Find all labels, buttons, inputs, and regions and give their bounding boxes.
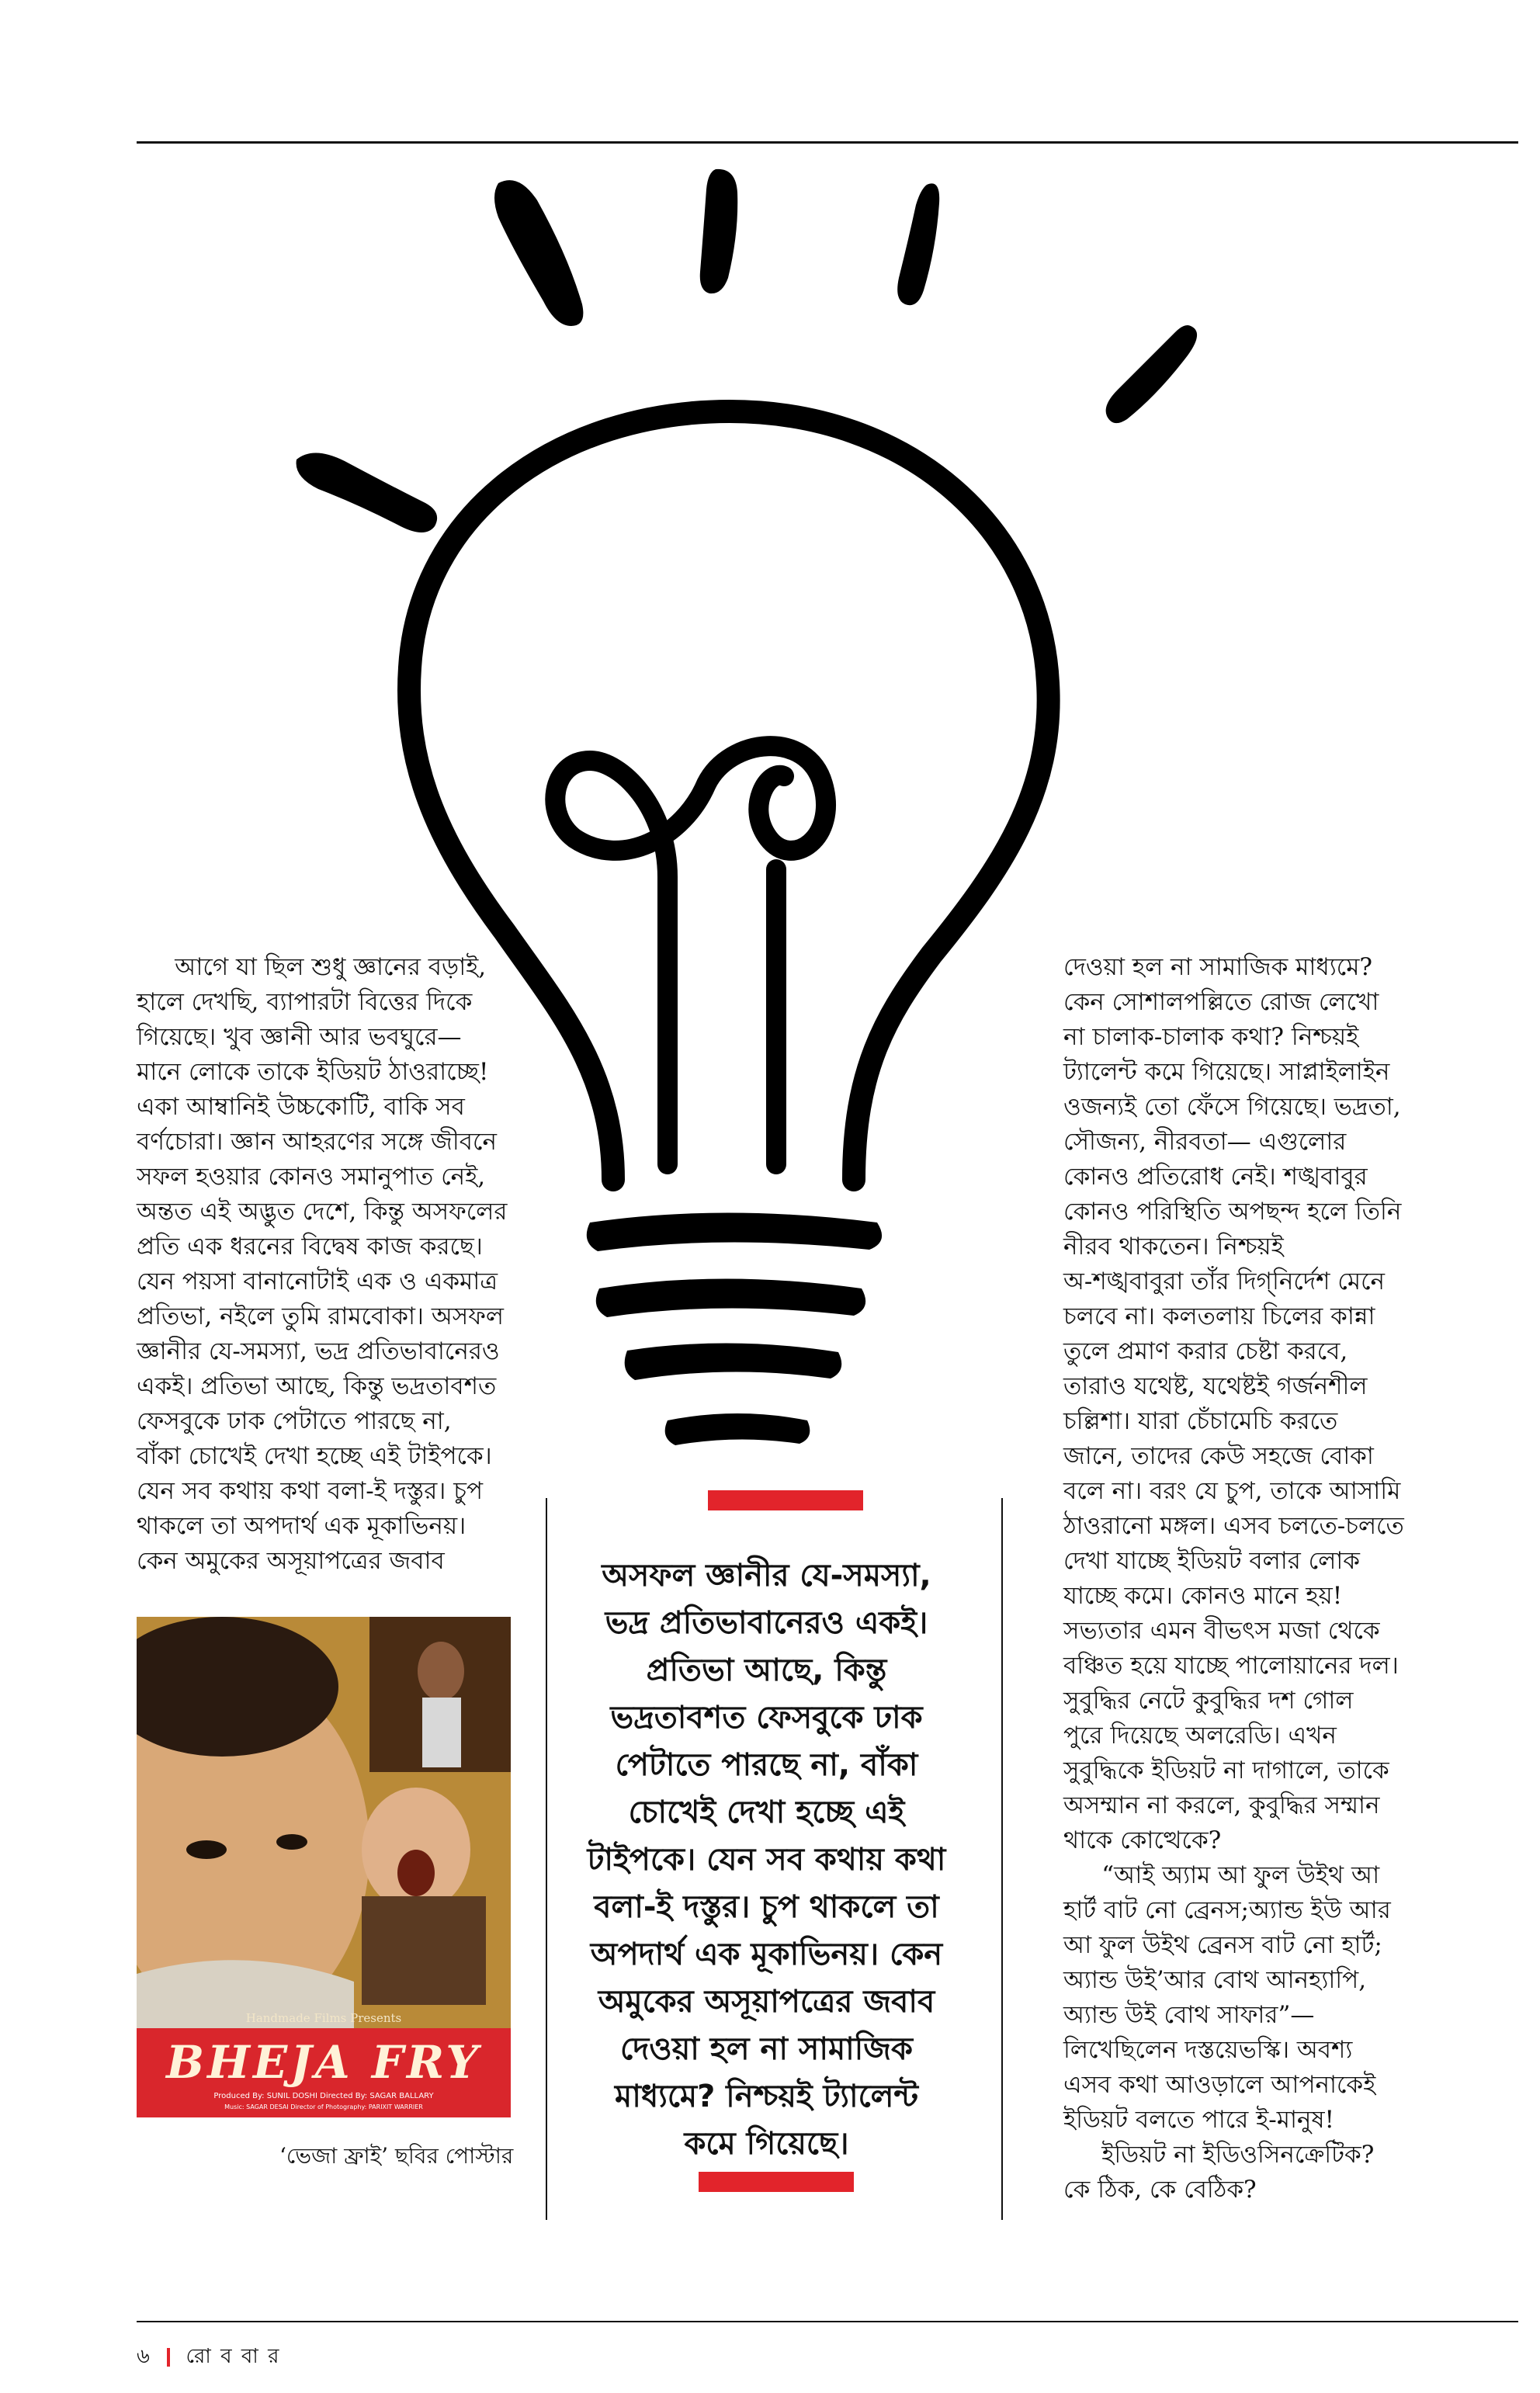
magazine-name: রো ব বা র (186, 2345, 281, 2368)
text-line: জানে, তাদের কেউ সহজে বোকা (1063, 1442, 1374, 1470)
poster-title: BHEJA FRY (166, 2036, 481, 2089)
text-line: তারাও যথেষ্ট, যথেষ্টই গর্জনশীল (1063, 1372, 1368, 1400)
text-line: থাকে কোত্থেকে? (1063, 1826, 1222, 1854)
text-line: একা আম্বানিই উচ্চকোটি, বাকি সব (137, 1093, 465, 1121)
text-line: নীরব থাকতেন। নিশ্চয়ই (1063, 1233, 1284, 1261)
text-line: যেন সব কথায় কথা বলা-ই দস্তুর। চুপ (137, 1477, 483, 1505)
ray-top-icon (700, 169, 738, 293)
text-line: সুবুদ্ধিকে ইডিয়ট না দাগালে, তাকে (1063, 1757, 1389, 1784)
text-line: দেওয়া হল না সামাজিক মাধ্যমে? (1063, 953, 1373, 981)
text-line: অন্তত এই অদ্ভুত দেশে, কিন্তু অসফলের (137, 1198, 508, 1226)
poster-caption: ‘ভেজা ফ্রাই’ ছবির পোস্টার (279, 2143, 514, 2169)
text-line: না চালাক-চালাক কথা? নিশ্চয়ই (1063, 1023, 1359, 1051)
quote-line: দেওয়া হল না সামাজিক (620, 2031, 913, 2067)
text-line: বাঁকা চোখেই দেখা হচ্ছে এই টাইপকে। (137, 1442, 492, 1470)
text-line: মানে লোকে তাকে ইডিয়ট ঠাওরাচ্ছে! (137, 1058, 489, 1086)
page-number: ৬ (137, 2345, 151, 2368)
column-rule-right (1001, 1498, 1003, 2220)
pull-quote-top-bar (708, 1490, 863, 1510)
text-line: চলবে না। কলতলায় চিলের কান্না (1063, 1302, 1375, 1330)
text-line: সুবুদ্ধির নেটে কুবুদ্ধির দশ গোল (1063, 1687, 1354, 1715)
quote-line: কমে গিয়েছে। (684, 2126, 849, 2162)
quote-line: প্রতিভা আছে, কিন্তু (646, 1653, 887, 1688)
bulb-base-band-1 (587, 1213, 882, 1252)
text-line: ঠাওরানো মঙ্গল। এসব চলতে-চলতে (1063, 1512, 1404, 1540)
text-line: পুরে দিয়েছে অলরেডি। এখন (1063, 1722, 1337, 1750)
left-column (137, 950, 507, 1579)
quote-line: চোখেই দেখা হচ্ছে এই (628, 1795, 905, 1830)
text-line: প্রতিভা, নইলে তুমি রামবোকা। অসফল (137, 1302, 504, 1330)
text-line: ট্যালেন্ট কমে গিয়েছে। সাপ্লাইলাইন (1063, 1058, 1390, 1086)
quote-line: ভদ্রতাবশত ফেসবুকে ঢাক (610, 1700, 923, 1736)
quote-line: পেটাতে পারছে না, বাঁকা (615, 1747, 918, 1783)
text-line: যেন পয়সা বানানোটাই এক ও একমাত্র (137, 1268, 498, 1295)
ray-far-left-icon (297, 453, 438, 532)
bulb-base-band-3 (625, 1343, 842, 1380)
text-line: তুলে প্রমাণ করার চেষ্টা করবে, (1063, 1337, 1348, 1365)
quote-line: অমুকের অসূয়াপত্রের জবাব (598, 1984, 935, 2020)
text-line: কেন অমুকের অসূয়াপত্রের জবাব (137, 1547, 445, 1575)
quote-line: টাইপকে। যেন সব কথায় কথা (587, 1842, 946, 1878)
text-line: কে ঠিক, কে বেঠিক? (1063, 2176, 1257, 2204)
text-line: সভ্যতার এমন বীভৎস মজা থেকে (1063, 1617, 1380, 1645)
movie-poster (137, 1617, 511, 2117)
text-line: প্রতি এক ধরনের বিদ্বেষ কাজ করছে। (137, 1233, 483, 1261)
poster-presents: Handmade Films Presents (245, 2011, 402, 2025)
text-line: বলে না। বরং যে চুপ, তাকে আসামি (1063, 1477, 1401, 1505)
text-line: বঞ্চিত হয়ে যাচ্ছে পালোয়ানের দল। (1063, 1652, 1399, 1680)
page-folio (137, 2340, 280, 2374)
ray-right-icon (1106, 325, 1197, 423)
text-line: ইডিয়ট না ইডিওসিনক্রেটিক? (1063, 2141, 1375, 2169)
text-line: লিখেছিলেন দস্তয়েভস্কি। অবশ্য (1063, 2036, 1353, 2064)
pull-quote (547, 1552, 986, 2168)
text-line: আ ফুল উইথ ব্রেনস বাট নো হার্ট; (1063, 1931, 1382, 1959)
text-line: কোনও প্রতিরোধ নেই। শঙ্খবাবুর (1063, 1163, 1368, 1191)
quote-line: বলা-ই দস্তুর। চুপ থাকলে তা (594, 1889, 939, 1925)
bottom-rule (137, 2321, 1518, 2322)
bulb-tip (665, 1413, 810, 1445)
text-line: যাচ্ছে কমে। কোনও মানে হয়! (1063, 1582, 1343, 1610)
right-column (1063, 950, 1404, 2207)
text-line: আগে যা ছিল শুধু জ্ঞানের বড়াই, (137, 953, 487, 981)
text-line: একই। প্রতিভা আছে, কিন্তু ভদ্রতাবশত (137, 1372, 497, 1400)
text-line: ওজন্যই তো ফেঁসে গিয়েছে। ভদ্রতা, (1063, 1093, 1401, 1121)
poster-credits: Music: SAGAR DESAI Director of Photography: PARIXIT WARRIER (224, 2103, 423, 2110)
pull-quote-bottom-bar (699, 2172, 854, 2192)
text-line: এসব কথা আওড়ালে আপনাকেই (1063, 2071, 1376, 2099)
text-line: কোনও পরিস্থিতি অপছন্দ হলে তিনি (1063, 1198, 1402, 1226)
text-line: অ-শঙ্খবাবুরা তাঁর দিগ্‌নির্দেশ মেনে (1063, 1268, 1386, 1295)
text-line: গিয়েছে। খুব জ্ঞানী আর ভবঘুরে— (137, 1023, 462, 1051)
text-line: ফেসবুকে ঢাক পেটাতে পারছে না, (137, 1407, 452, 1435)
quote-line: ভদ্র প্রতিভাবানেরও একই। (605, 1605, 928, 1641)
text-line: সফল হওয়ার কোনও সমানুপাত নেই, (137, 1163, 486, 1191)
text-line: থাকলে তা অপদার্থ এক মূকাভিনয়। (137, 1512, 467, 1540)
text-line: চল্লিশা। যারা চেঁচামেচি করতে (1063, 1407, 1338, 1435)
quote-line: অসফল জ্ঞানীর যে-সমস্যা, (602, 1558, 931, 1594)
text-line: বর্ণচোরা। জ্ঞান আহরণের সঙ্গে জীবনে (137, 1128, 497, 1156)
poster-credits: Produced By: SUNIL DOSHI Directed By: SAGAR BALLARY (213, 2092, 434, 2100)
text-line: সৌজন্য, নীরবতা— এগুলোর (1063, 1128, 1347, 1156)
text-line: অসম্মান না করলে, কুবুদ্ধির সম্মান (1063, 1791, 1380, 1819)
text-line: ইডিয়ট বলতে পারে ই-মানুষ! (1063, 2106, 1334, 2134)
quote-line: মাধ্যমে? নিশ্চয়ই ট্যালেন্ট (615, 2079, 918, 2114)
bulb-base-band-2 (596, 1279, 865, 1318)
text-line: “আই অ্যাম আ ফুল উইথ আ (1063, 1861, 1380, 1889)
text-line: অ্যান্ড উই’আর বোথ আনহ্যাপি, (1063, 1966, 1367, 1994)
ray-left-icon (494, 180, 583, 326)
text-line: হার্ট বাট নো ব্রেনস;অ্যান্ড ইউ আর (1063, 1896, 1391, 1924)
text-line: দেখা যাচ্ছে ইডিয়ট বলার লোক (1063, 1547, 1360, 1575)
text-line: জ্ঞানীর যে-সমস্যা, ভদ্র প্রতিভাবানেরও (137, 1337, 500, 1365)
folio-divider (167, 2348, 170, 2367)
ray-top-right-icon (897, 183, 939, 305)
text-line: হালে দেখছি, ব্যাপারটা বিত্তের দিকে (137, 988, 473, 1016)
text-line: কেন সোশালপল্লিতে রোজ লেখো (1063, 988, 1379, 1016)
quote-line: অপদার্থ এক মূকাভিনয়। কেন (590, 1937, 943, 1972)
text-line: অ্যান্ড উই বোথ সাফার”— (1063, 2001, 1315, 2029)
